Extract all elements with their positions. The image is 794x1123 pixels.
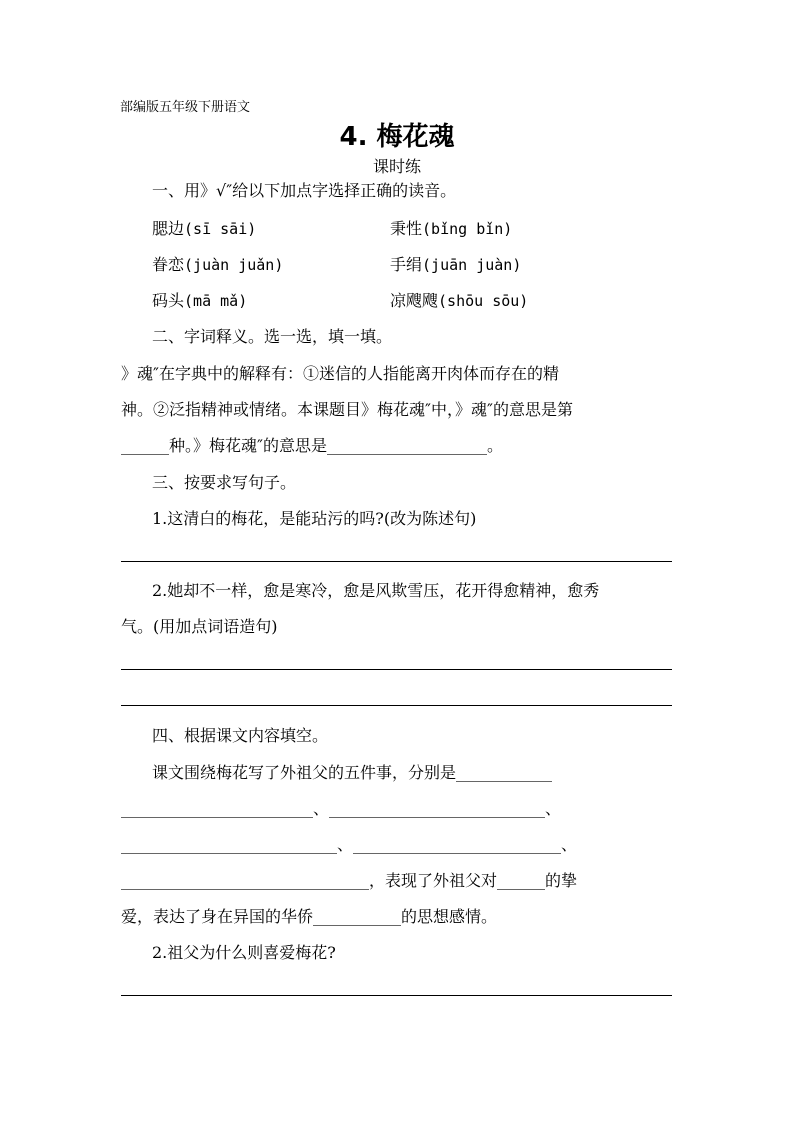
item-pinyin-options: (bǐng bǐn): [422, 220, 513, 238]
lesson-subtitle: 课时练: [372, 157, 421, 176]
item-word: 凉飕飕: [390, 291, 439, 310]
pronunciation-item[interactable]: [390, 216, 512, 239]
lesson-title: 4. 梅花魂: [339, 122, 455, 152]
item-pinyin-options: (shōu sōu): [438, 292, 529, 310]
definition-text-line: 神。②泛指精神或情绪。本课题目》梅花魂″中，》魂″的意思是第: [121, 400, 573, 419]
section4-question-2: 2.祖父为什么则喜爱梅花?: [152, 943, 336, 962]
fill-blank-line[interactable]: ______种。》梅花魂″的意思是____________________。: [121, 436, 503, 455]
fill-blank-line[interactable]: 爱，表达了身在异国的华侨___________的思想感情。: [121, 907, 498, 926]
pronunciation-item[interactable]: [390, 288, 528, 311]
fill-blank-line[interactable]: ________________________、___________________________、: [121, 799, 562, 818]
item-pinyin-options: (juàn juǎn): [184, 256, 284, 274]
answer-line[interactable]: [121, 995, 672, 996]
pronunciation-item[interactable]: [152, 288, 247, 311]
item-word: 眷恋: [152, 255, 185, 274]
item-pinyin-options: (mā mǎ): [184, 292, 248, 310]
question-2-line2: 气。(用加点词语造句): [121, 617, 278, 636]
item-pinyin-options: (juān juàn): [422, 256, 522, 274]
answer-line[interactable]: [121, 669, 672, 670]
section4-heading: 四、根据课文内容填空。: [152, 726, 329, 745]
question-2-line1: 2.她却不一样，愈是寒冷，愈是风欺雪压，花开得愈精神，愈秀: [152, 581, 600, 600]
answer-line[interactable]: [121, 561, 672, 562]
fill-blank-line[interactable]: ___________________________、__________________________、: [121, 835, 578, 854]
pronunciation-item[interactable]: [152, 216, 256, 239]
section2-heading: 二、字词释义。选一选，填一填。: [152, 327, 393, 346]
pronunciation-item[interactable]: [152, 252, 283, 275]
definition-text-line: 》魂″在字典中的解释有：①迷信的人指能离开肉体而存在的精: [121, 364, 559, 383]
item-word: 手绢: [390, 255, 423, 274]
item-pinyin-options: (sī sāi): [184, 220, 257, 238]
item-word: 码头: [152, 291, 185, 310]
item-word: 秉性: [390, 219, 423, 238]
item-word: 腮边: [152, 219, 185, 238]
pronunciation-item[interactable]: [390, 252, 521, 275]
fill-blank-line[interactable]: 课文围绕梅花写了外祖父的五件事，分别是____________: [152, 763, 553, 782]
section1-heading: 一、用》√″给以下加点字选择正确的读音。: [152, 181, 457, 200]
answer-line[interactable]: [121, 705, 672, 706]
question-1: 1.这清白的梅花，是能玷污的吗?(改为陈述句): [152, 509, 477, 528]
grade-subject-note: 部编版五年级下册语文: [120, 100, 251, 115]
section3-heading: 三、按要求写句子。: [152, 473, 297, 492]
fill-blank-line[interactable]: _______________________________，表现了外祖父对______的挚: [121, 871, 578, 890]
